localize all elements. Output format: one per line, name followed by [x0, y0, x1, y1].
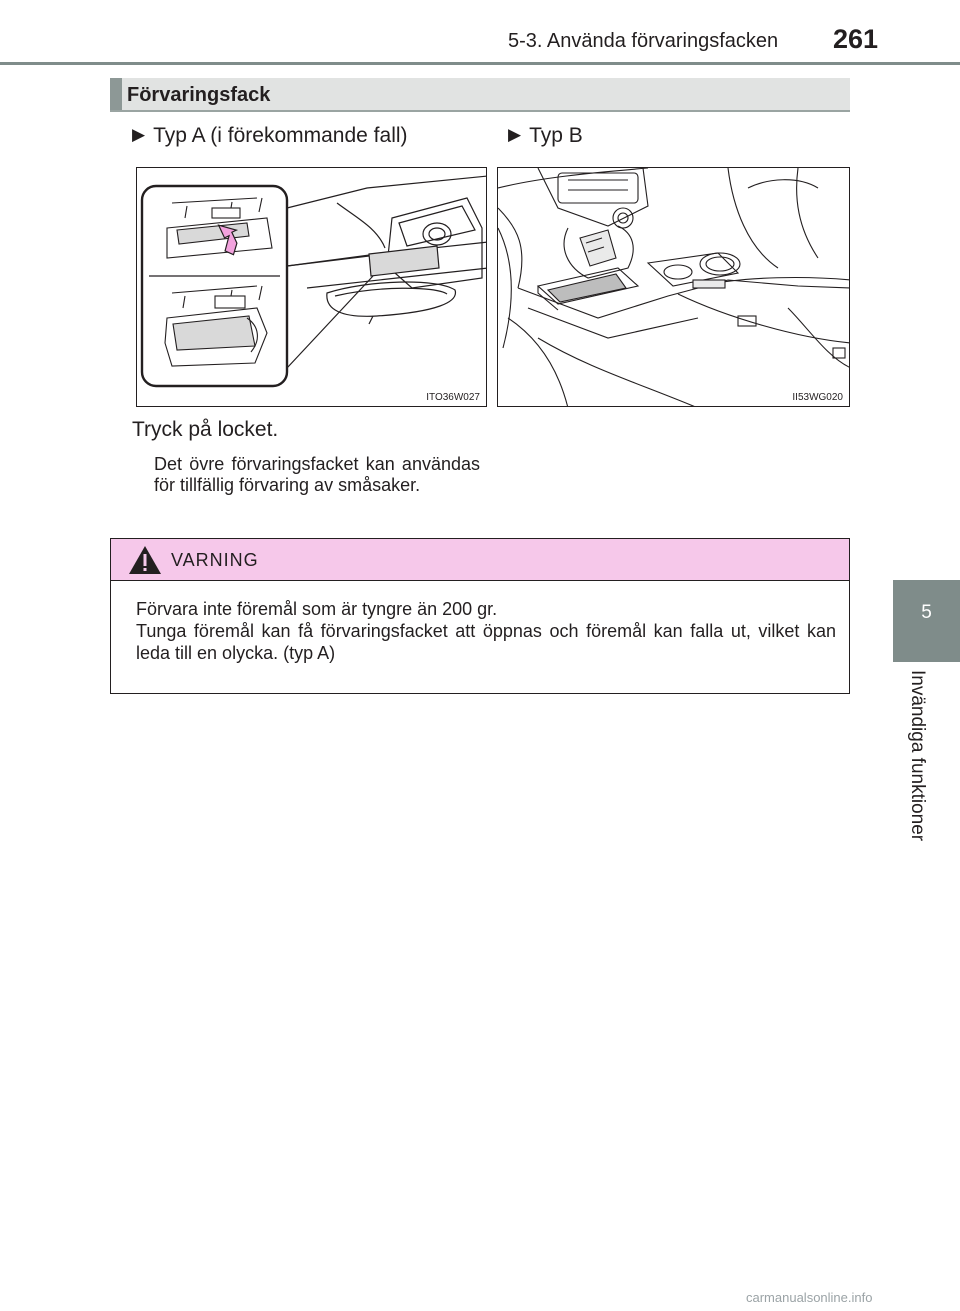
- warning-line-2: Tunga föremål kan få förvaringsfacket att öppnas och föremål kan falla ut, vilket kan leda till en olycka. (typ A): [136, 621, 836, 663]
- warning-header: [111, 539, 849, 581]
- triangle-bullet-icon: ▶: [508, 125, 522, 144]
- running-header-title: 5-3. Använda förvaringsfacken: [508, 30, 779, 52]
- instruction-text: Tryck på locket.: [132, 418, 279, 441]
- type-a-label: [132, 124, 408, 148]
- warning-title: VARNING: [171, 550, 259, 570]
- chapter-label: Invändiga funktioner: [907, 670, 928, 842]
- warning-line-1: Förvara inte föremål som är tyngre än 200 gr.: [136, 599, 498, 619]
- header-rule: [0, 62, 960, 65]
- figure-b-code: II53WG020: [792, 392, 843, 403]
- type-b-label: [508, 124, 583, 148]
- overhead-console-illustration: [137, 168, 487, 407]
- triangle-bullet-icon: ▶: [132, 125, 146, 144]
- chapter-number: 5: [921, 602, 932, 623]
- center-console-illustration: [498, 168, 850, 407]
- warning-triangle-icon: [128, 545, 162, 575]
- section-heading-bar: [110, 78, 122, 110]
- page-number: 261: [833, 24, 879, 54]
- note-text: Det övre förvaringsfacket kan användas för tillfällig förvaring av småsaker.: [154, 454, 480, 495]
- figure-type-b: [497, 167, 850, 407]
- warning-body: [136, 598, 836, 664]
- figure-a-code: ITO36W027: [426, 392, 480, 403]
- type-a-text: Typ A (i förekommande fall): [153, 124, 408, 147]
- warning-box: [110, 538, 850, 694]
- watermark-text: carmanualsonline.info: [746, 1290, 873, 1305]
- type-b-text: Typ B: [529, 124, 583, 147]
- section-title: Förvaringsfack: [127, 84, 271, 106]
- section-heading: [110, 78, 850, 112]
- figure-type-a: [136, 167, 487, 407]
